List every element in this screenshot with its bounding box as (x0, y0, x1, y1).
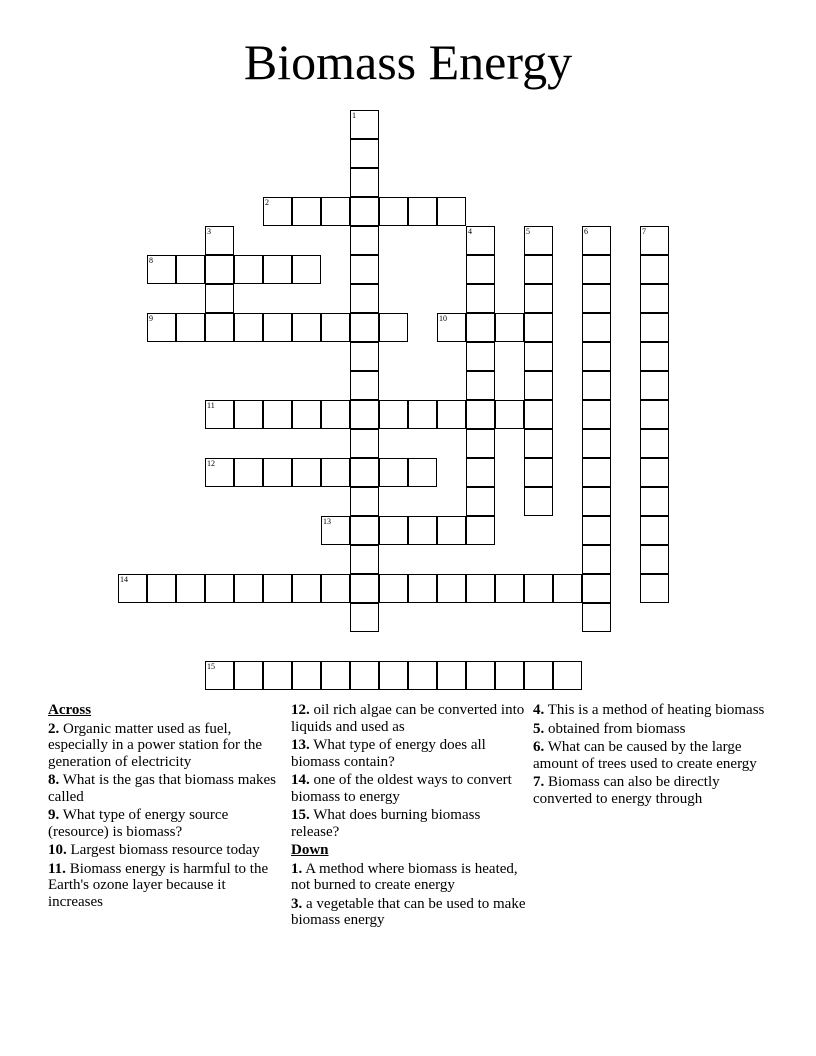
clue-down-4: 4. This is a method of heating biomass (533, 702, 765, 718)
grid-cell[interactable] (582, 226, 611, 255)
grid-cell[interactable] (205, 226, 234, 255)
grid-cell[interactable] (379, 516, 408, 545)
grid-cell[interactable] (321, 661, 350, 690)
grid-cell[interactable] (321, 313, 350, 342)
grid-cell[interactable] (524, 371, 553, 400)
clue-across-12: 12. oil rich algae can be converted into liquids and used as (291, 702, 525, 735)
grid-cell[interactable] (437, 574, 466, 603)
grid-cell[interactable] (350, 400, 379, 429)
grid-cell[interactable] (350, 110, 379, 139)
clue-across-10: 10. Largest biomass resource today (48, 842, 260, 858)
grid-cell[interactable] (582, 458, 611, 487)
grid-cell[interactable] (582, 516, 611, 545)
clues-column-1 (48, 702, 283, 912)
grid-cell[interactable] (292, 400, 321, 429)
grid-cell[interactable] (495, 313, 524, 342)
cell-number: 3 (207, 227, 211, 236)
grid-cell[interactable] (292, 197, 321, 226)
grid-cell[interactable] (582, 255, 611, 284)
cell-number: 8 (149, 256, 153, 265)
grid-cell[interactable] (640, 545, 669, 574)
grid-cell[interactable] (350, 603, 379, 632)
grid-cell[interactable] (524, 313, 553, 342)
grid-cell[interactable] (234, 255, 263, 284)
grid-cell[interactable] (466, 458, 495, 487)
grid-cell[interactable] (292, 255, 321, 284)
grid-cell[interactable] (205, 313, 234, 342)
grid-cell[interactable] (321, 516, 350, 545)
grid-cell[interactable] (640, 400, 669, 429)
grid-cell[interactable] (524, 487, 553, 516)
grid-cell[interactable] (234, 458, 263, 487)
grid-cell[interactable] (524, 661, 553, 690)
grid-cell[interactable] (582, 487, 611, 516)
grid-cell[interactable] (176, 313, 205, 342)
grid-cell[interactable] (205, 400, 234, 429)
grid-cell[interactable] (582, 342, 611, 371)
grid-cell[interactable] (524, 458, 553, 487)
grid-cell[interactable] (408, 574, 437, 603)
clue-down-1: 1. A method where biomass is heated, not burned to create energy (291, 860, 518, 893)
clue-across-2: 2. Organic matter used as fuel, especially in a power station for the generation of electricity (48, 720, 263, 770)
grid-cell[interactable] (495, 574, 524, 603)
clue-across-11: 11. Biomass energy is harmful to the Earth's ozone layer because it increases (48, 860, 269, 910)
cell-number: 9 (149, 314, 153, 323)
grid-cell[interactable] (466, 487, 495, 516)
grid-cell[interactable] (640, 429, 669, 458)
grid-cell[interactable] (408, 661, 437, 690)
grid-cell[interactable] (205, 255, 234, 284)
clues-column-3 (533, 702, 768, 809)
grid-cell[interactable] (350, 197, 379, 226)
clue-across-15: 15. What does burning biomass release? (291, 807, 481, 840)
grid-cell[interactable] (350, 371, 379, 400)
grid-cell[interactable] (466, 342, 495, 371)
cell-number: 14 (120, 575, 128, 584)
grid-cell[interactable] (466, 661, 495, 690)
grid-cell[interactable] (524, 284, 553, 313)
grid-cell[interactable] (408, 197, 437, 226)
clue-across-13: 13. What type of energy does all biomass contain? (291, 737, 486, 770)
grid-cell[interactable] (234, 313, 263, 342)
grid-cell[interactable] (205, 661, 234, 690)
grid-cell[interactable] (640, 342, 669, 371)
grid-cell[interactable] (205, 574, 234, 603)
grid-cell[interactable] (321, 197, 350, 226)
grid-cell[interactable] (379, 458, 408, 487)
grid-cell[interactable] (524, 400, 553, 429)
grid-cell[interactable] (466, 400, 495, 429)
cell-number: 13 (323, 517, 331, 526)
grid-cell[interactable] (437, 197, 466, 226)
cell-number: 1 (352, 111, 356, 120)
grid-cell[interactable] (263, 313, 292, 342)
clue-down-5: 5. obtained from biomass (533, 720, 686, 737)
cell-number: 4 (468, 227, 472, 236)
grid-cell[interactable] (553, 661, 582, 690)
grid-cell[interactable] (350, 487, 379, 516)
grid-cell[interactable] (640, 487, 669, 516)
grid-cell[interactable] (205, 458, 234, 487)
page-title: Biomass Energy (243, 34, 573, 90)
cell-number: 10 (439, 314, 447, 323)
grid-cell[interactable] (466, 255, 495, 284)
clue-across-8: 8. What is the gas that biomass makes called (48, 772, 277, 805)
grid-cell[interactable] (263, 458, 292, 487)
grid-cell[interactable] (350, 168, 379, 197)
grid-cell[interactable] (292, 458, 321, 487)
grid-cell[interactable] (205, 284, 234, 313)
grid-cell[interactable] (379, 574, 408, 603)
clue-down-7: 7. Biomass can also be directly converted to energy through (533, 774, 720, 807)
grid-cell[interactable] (350, 284, 379, 313)
grid-cell[interactable] (176, 574, 205, 603)
grid-cell[interactable] (263, 574, 292, 603)
grid-cell[interactable] (234, 574, 263, 603)
grid-cell[interactable] (524, 429, 553, 458)
grid-cell[interactable] (495, 400, 524, 429)
grid-cell[interactable] (147, 313, 176, 342)
grid-cell[interactable] (582, 371, 611, 400)
grid-cell[interactable] (350, 255, 379, 284)
grid-cell[interactable] (292, 313, 321, 342)
grid-cell[interactable] (263, 400, 292, 429)
grid-cell[interactable] (582, 603, 611, 632)
grid-cell[interactable] (582, 574, 611, 603)
grid-cell[interactable] (466, 371, 495, 400)
grid-cell[interactable] (582, 284, 611, 313)
grid-cell[interactable] (437, 313, 466, 342)
grid-cell[interactable] (582, 313, 611, 342)
grid-cell[interactable] (640, 516, 669, 545)
grid-cell[interactable] (437, 516, 466, 545)
grid-cell[interactable] (524, 342, 553, 371)
cell-number: 6 (584, 227, 588, 236)
clue-across-14: 14. one of the oldest ways to convert biomass to energy (291, 772, 512, 805)
down-heading: Down (291, 842, 329, 858)
grid-cell[interactable] (147, 255, 176, 284)
grid-cell[interactable] (437, 661, 466, 690)
grid-cell[interactable] (350, 545, 379, 574)
grid-cell[interactable] (466, 313, 495, 342)
grid-cell[interactable] (350, 313, 379, 342)
grid-cell[interactable] (640, 313, 669, 342)
grid-cell[interactable] (640, 255, 669, 284)
grid-cell[interactable] (234, 400, 263, 429)
grid-cell[interactable] (582, 400, 611, 429)
clue-down-6: 6. What can be caused by the large amount of trees used to create energy (533, 739, 757, 772)
grid-cell[interactable] (321, 574, 350, 603)
grid-cell[interactable] (321, 458, 350, 487)
grid-cell[interactable] (582, 545, 611, 574)
grid-cell[interactable] (379, 661, 408, 690)
grid-cell[interactable] (466, 226, 495, 255)
cell-number: 2 (265, 198, 269, 207)
grid-cell[interactable] (234, 661, 263, 690)
grid-cell[interactable] (147, 574, 176, 603)
grid-cell[interactable] (118, 574, 147, 603)
grid-cell[interactable] (292, 574, 321, 603)
grid-cell[interactable] (263, 661, 292, 690)
grid-cell[interactable] (321, 400, 350, 429)
clues-column-2 (291, 702, 526, 931)
grid-cell[interactable] (379, 313, 408, 342)
grid-cell[interactable] (350, 574, 379, 603)
cell-number: 15 (207, 662, 215, 671)
grid-cell[interactable] (640, 458, 669, 487)
grid-cell[interactable] (466, 429, 495, 458)
grid-cell[interactable] (350, 139, 379, 168)
grid-cell[interactable] (408, 400, 437, 429)
cell-number: 5 (526, 227, 530, 236)
grid-cell[interactable] (408, 516, 437, 545)
grid-cell[interactable] (379, 400, 408, 429)
grid-cell[interactable] (495, 661, 524, 690)
grid-cell[interactable] (350, 429, 379, 458)
grid-cell[interactable] (553, 574, 582, 603)
cell-number: 12 (207, 459, 215, 468)
grid-cell[interactable] (176, 255, 205, 284)
across-heading: Across (48, 702, 92, 718)
grid-cell[interactable] (524, 255, 553, 284)
grid-cell[interactable] (263, 255, 292, 284)
grid-cell[interactable] (582, 429, 611, 458)
grid-cell[interactable] (466, 516, 495, 545)
grid-cell[interactable] (350, 661, 379, 690)
grid-cell[interactable] (466, 574, 495, 603)
grid-cell[interactable] (524, 574, 553, 603)
grid-cell[interactable] (640, 371, 669, 400)
grid-cell[interactable] (292, 661, 321, 690)
grid-cell[interactable] (379, 197, 408, 226)
grid-cell[interactable] (350, 226, 379, 255)
grid-cell[interactable] (350, 458, 379, 487)
clue-down-3: 3. a vegetable that can be used to make biomass energy (291, 895, 526, 928)
grid-cell[interactable] (437, 400, 466, 429)
grid-cell[interactable] (524, 226, 553, 255)
cell-number: 7 (642, 227, 646, 236)
grid-cell[interactable] (640, 226, 669, 255)
grid-cell[interactable] (350, 342, 379, 371)
grid-cell[interactable] (466, 284, 495, 313)
grid-cell[interactable] (640, 574, 669, 603)
grid-cell[interactable] (408, 458, 437, 487)
grid-cell[interactable] (640, 284, 669, 313)
grid-cell[interactable] (350, 516, 379, 545)
clue-across-9: 9. What type of energy source (resource) is biomass? (48, 807, 229, 840)
cell-number: 11 (207, 401, 215, 410)
grid-cell[interactable] (263, 197, 292, 226)
